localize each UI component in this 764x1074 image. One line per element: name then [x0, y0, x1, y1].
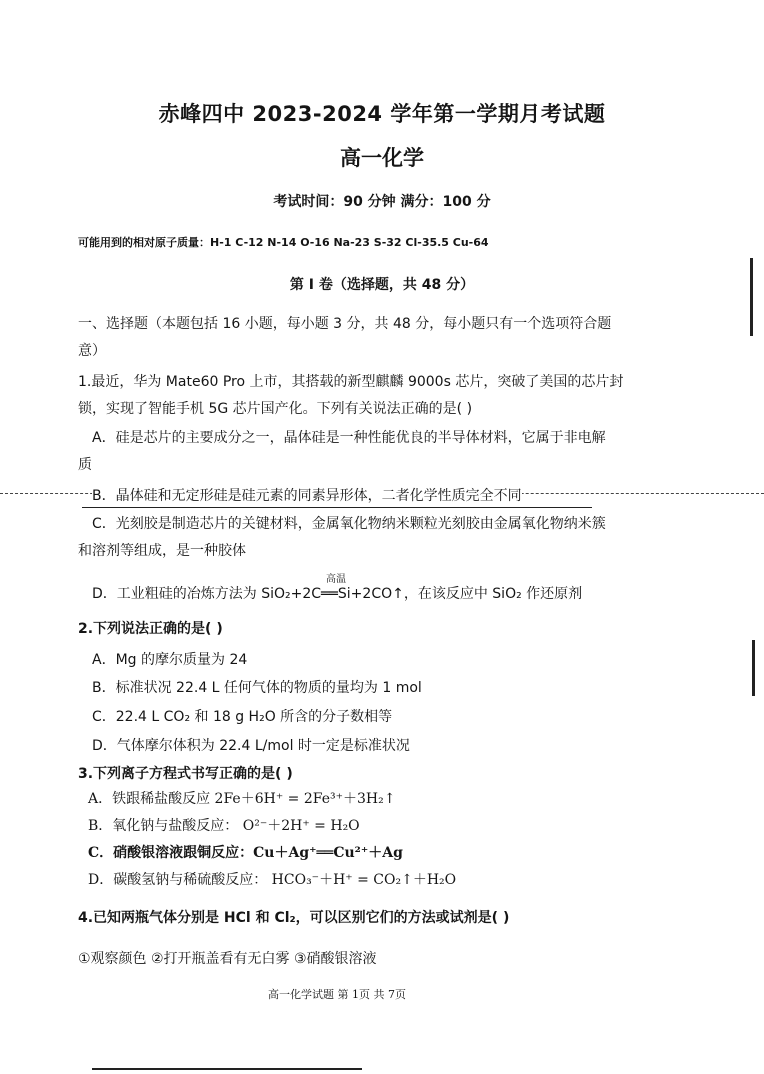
q2-stem: 2.下列说法正确的是( ) — [78, 621, 223, 637]
q1-option-d: D．工业粗硅的冶炼方法为 SiO₂+2C══Si+2CO↑，在该反应中 SiO₂ 作还原剂 — [92, 586, 583, 602]
exam-info: 考试时间：90 分钟 满分：100 分 — [273, 194, 491, 210]
q1-option-c-line2: 和溶剂等组成，是一种胶体 — [78, 543, 246, 559]
q4-options: ①观察颜色 ②打开瓶盖看有无白雾 ③硝酸银溶液 — [78, 951, 377, 967]
page-footer: 高一化学试题 第 1页 共 7页 — [268, 988, 406, 1001]
q1-option-a-line2: 质 — [78, 457, 92, 473]
q4-stem: 4.已知两瓶气体分别是 HCl 和 Cl₂，可以区别它们的方法或试剂是( ) — [78, 910, 510, 926]
q3-option-b: B．氧化钠与盐酸反应： O²⁻＋2H⁺ = H₂O — [88, 818, 360, 834]
q2-option-a: A．Mg 的摩尔质量为 24 — [92, 652, 248, 668]
q1-option-c-line1: C．光刻胶是制造芯片的关键材料，金属氧化物纳米颗粒光刻胶由金属氧化物纳米簇 — [92, 516, 606, 532]
exam-title: 赤峰四中 2023-2024 学年第一学期月考试题 — [158, 102, 606, 126]
section-instructions-line1: 一、选择题（本题包括 16 小题，每小题 3 分，共 48 分，每小题只有一个选项符合题 — [78, 316, 612, 332]
subject-title: 高一化学 — [340, 146, 424, 170]
scan-edge-mark-2 — [752, 640, 755, 696]
q2-option-c: C．22.4 L CO₂ 和 18 g H₂O 所含的分子数相等 — [92, 709, 393, 725]
atomic-masses: 可能用到的相对原子质量：H-1 C-12 N-14 O-16 Na-23 S-32 Cl-35.5 Cu-64 — [78, 236, 489, 249]
q3-option-a: A．铁跟稀盐酸反应 2Fe＋6H⁺ = 2Fe³⁺＋3H₂↑ — [88, 791, 396, 807]
q3-option-d: D．碳酸氢钠与稀硫酸反应： HCO₃⁻＋H⁺ = CO₂↑＋H₂O — [88, 872, 457, 888]
q1-option-a-line1: A．硅是芯片的主要成分之一，晶体硅是一种性能优良的半导体材料，它属于非电解 — [92, 430, 606, 446]
q1-stem-line2: 锁，实现了智能手机 5G 芯片国产化。下列有关说法正确的是( ) — [78, 401, 473, 417]
q2-option-b: B．标准状况 22.4 L 任何气体的物质的量均为 1 mol — [92, 680, 422, 696]
scan-edge-mark-1 — [750, 258, 753, 336]
q3-stem: 3.下列离子方程式书写正确的是( ) — [78, 766, 293, 782]
section-title: 第 I 卷（选择题，共 48 分） — [289, 277, 475, 293]
q1-option-b: B．晶体硅和无定形硅是硅元素的同素异形体，二者化学性质完全不同 — [92, 485, 522, 505]
q2-option-d: D．气体摩尔体积为 22.4 L/mol 时一定是标准状况 — [92, 738, 410, 754]
q3-option-c: C．硝酸银溶液跟铜反应：Cu＋Ag⁺══Cu²⁺＋Ag — [88, 845, 403, 861]
q1-stem-line1: 1.最近，华为 Mate60 Pro 上市，其搭载的新型麒麟 9000s 芯片，突破了美国的芯片封 — [78, 374, 624, 390]
underline-scan — [82, 507, 592, 508]
section-instructions-line2: 意） — [78, 343, 106, 359]
q1-reaction-condition: 高温 — [326, 574, 346, 585]
bottom-scan-line — [92, 1068, 362, 1070]
